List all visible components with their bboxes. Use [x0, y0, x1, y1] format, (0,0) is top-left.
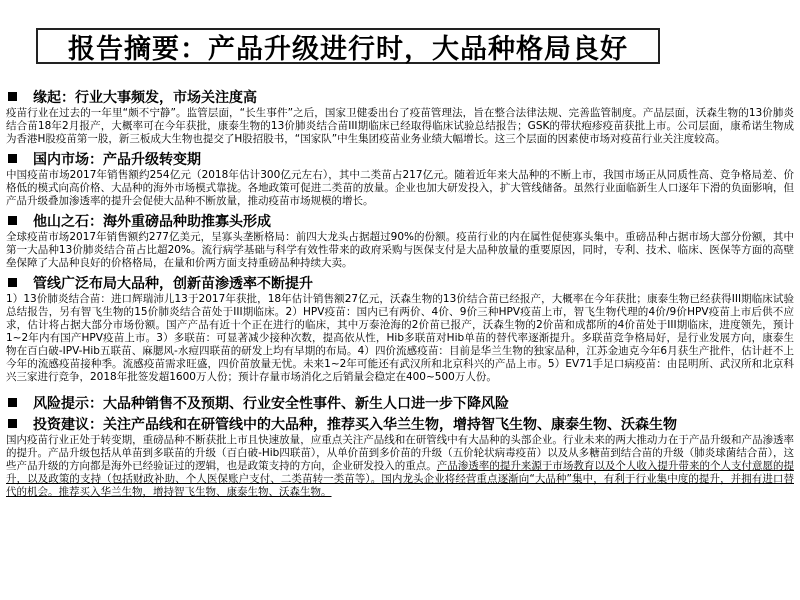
section-heading	[6, 210, 794, 231]
body-part-2-underlined: 产品渗透率的提升来源于市场教育以及个人收入提升带来的个人支付意愿的提升，以及政策的支持（包括财政补助、个人医保账户支付、二类苗转一类苗等）。	[6, 460, 795, 485]
square-bullet-icon	[8, 419, 17, 428]
section-heading	[6, 148, 794, 169]
heading-text: 投资建议：关注产品线和在研管线中的大品种，推荐买入华兰生物，增持智飞生物、康泰生物、沃森生物	[33, 416, 677, 433]
summary-content	[6, 86, 794, 501]
section-body: 1）13价肺炎结合苗：进口辉瑞沛儿13于2017年获批，18年估计销售额27亿元，沃森生物的13价结合苗已经报产，大概率在今年获批；康泰生物已经获得III期临床试验总结报告，另有智飞生物的15价肺炎结合苗处于III期临床。2）HPV疫苗：国内已有两价、4价、9价三种HPV疫苗上市，智飞生物代理的4价/9价HPV疫苗上市后供不应求，估计将占据大部分市场份额。国产产品有近十个正在进行的临床，其中万泰沧海的2价苗已报产，沃森生物的2价苗和成都所的4价苗处于III期临床，进度领先，预计1~2年内有国产HPV疫苗上市。3）多联苗：可显著减少接种次数，提高依从性，Hib多联苗对Hib单苗的替代率逐渐提升。多联苗竞争格局好，是行业发展方向，康泰生物在百白破-IPV-Hib五联苗、麻腮风-水痘四联苗的研发上均有早期的布局。4）四价流感疫苗：目前是华兰生物的独家品种，江苏金迪克今年6月获生产批件，估计赶不上今年的流感疫苗接种季。流感疫苗需求旺盛，四价苗放量无忧。未来1~2年可能还有武汉所和北京科兴的产品上市。5）EV71手足口病疫苗：由昆明所、武汉所和北京科兴三家进行竞争，2018年批签发超1600万人份；预计存量市场消化之后销量会稳定在400~500万人份。	[6, 293, 794, 383]
heading-text: 国内市场：产品升级转变期	[33, 151, 201, 168]
section-overseas-experience	[6, 210, 794, 270]
section-heading	[6, 86, 794, 107]
heading-text: 缘起：行业大事频发，市场关注度高	[33, 89, 257, 106]
section-risk	[6, 392, 794, 413]
section-heading	[6, 413, 794, 434]
section-body: 中国疫苗市场2017年销售额约254亿元（2018年估计300亿元左右），其中二类苗占217亿元。随着近年来大品种的不断上市，我国市场正从同质性高、竞争格局差、价格低的模式向高价格、大品种的海外市场模式靠拢。各地政策可促进二类苗的放量。企业也加大研发投入，扩大管线储备。虽然行业面临新生人口逐年下滑的负面影响，但产品升级叠加渗透率的提升会促使大品种不断放量，推动疫苗市场规模的增长。	[6, 169, 794, 207]
title-box	[36, 28, 660, 64]
square-bullet-icon	[8, 398, 17, 407]
section-body: 全球疫苗市场2017年销售额约277亿美元，呈寡头垄断格局：前四大龙头占据超过90%的份额。疫苗行业的内在属性促使寡头集中。重磅品种占据市场大部分份额，其中第一大品种13价肺炎结合苗占比超20%。流行病学基础与科学有效性带来的政府采购与医保支付是大品种放量的重要原因，同时，专利、技术、临床、医保等方面的高壁垒保障了大品种良好的价格格局，在量和价两方面支持重磅品种持续大卖。	[6, 231, 794, 269]
section-heading	[6, 272, 794, 293]
square-bullet-icon	[8, 216, 17, 225]
heading-text: 管线广泛布局大品种，创新苗渗透率不断提升	[33, 275, 313, 292]
section-domestic-market	[6, 148, 794, 208]
slide-title: 报告摘要：产品升级进行时，大品种格局良好	[68, 33, 628, 65]
section-investment	[6, 413, 794, 499]
section-origin	[6, 86, 794, 146]
section-heading	[6, 392, 794, 413]
section-body: 疫苗行业在过去的一年里“颇不宁静”。监管层面，“长生事件”之后，国家卫健委出台了疫苗管理法，旨在整合法律法规、完善监管制度。产品层面，沃森生物的13价肺炎结合苗18年2月报产，大概率可在今年获批，康泰生物的13价肺炎结合苗III期临床已经取得临床试验总结报告；GSK的带状疱疹疫苗获批上市。公司层面，康希诺生物成为香港H股疫苗第一股，新三板成大生物也提交了H股招股书，“国家队”中生集团疫苗业务业绩大幅增长。这三个层面的因素使市场对疫苗行业关注度较高。	[6, 107, 794, 145]
square-bullet-icon	[8, 92, 17, 101]
section-body	[6, 434, 794, 499]
square-bullet-icon	[8, 154, 17, 163]
heading-text: 风险提示：大品种销售不及预期、行业安全性事件、新生人口进一步下降风险	[33, 395, 509, 412]
square-bullet-icon	[8, 278, 17, 287]
body-part-1: 国内疫苗行业正处于转变期，重磅品种不断获批上市且快速放量，应重点关注产品线和在研管线中有大品种的头部企业。行业未来的两大推动力在于产品升级和产品渗透率的提升。产品升级包括从单苗到多联苗的升级（百白破-Hib四联苗），从单价苗到多价苗的升级（五价轮状病毒疫苗）以及从多糖苗到结合苗的升级（肺炎球菌结合苗），这些产品升级的方向都是海外已经验证过的逻辑，也是政策支持的方向，企业研发投入的重点。	[6, 434, 794, 472]
heading-text: 他山之石：海外重磅品种助推寡头形成	[33, 213, 271, 230]
section-pipeline	[6, 272, 794, 384]
body-part-3-underlined: 国内龙头企业将经营重点逐渐向“大品种”集中，有利于行业集中度的提升，并拥有进口替代的机会。推荐买入华兰生物，增持智飞生物、康泰生物、沃森生物。	[6, 473, 794, 498]
